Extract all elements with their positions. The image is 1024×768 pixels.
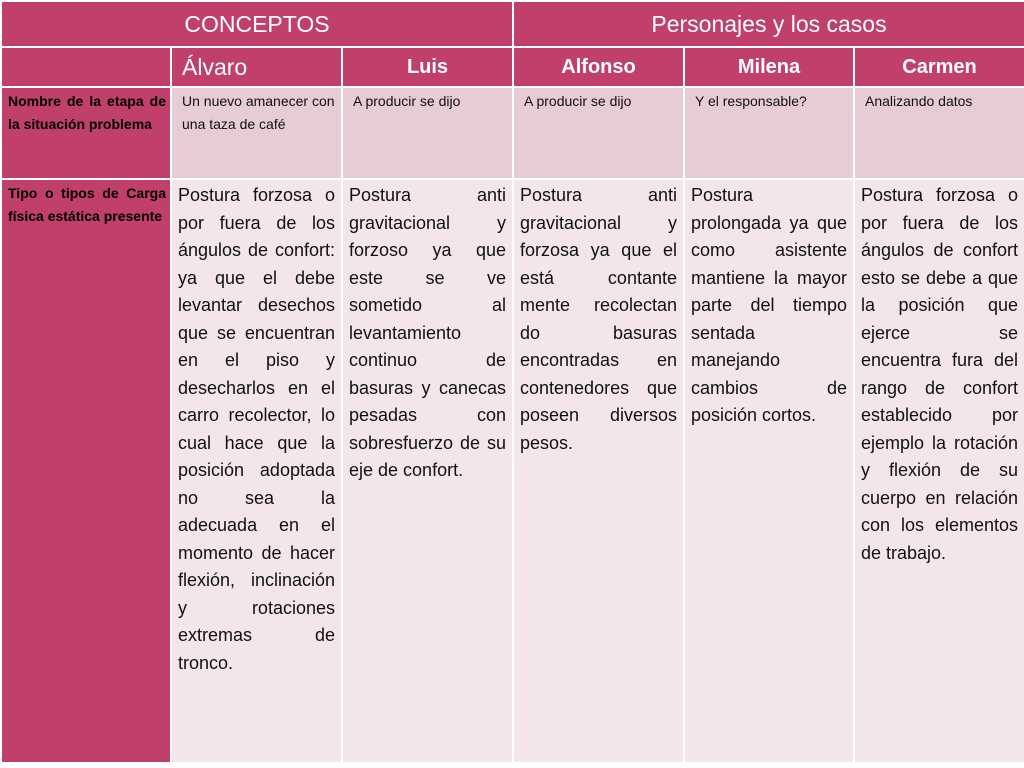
cell-luis-load: Postura anti gravitacional y forzoso ya que este se ve sometido al levantamiento continuo de basuras y canecas pesadas con sobresfuerzo de su eje de confort. [342,179,513,763]
cell-alfonso-load: Postura anti gravitacional y forzosa ya que el está contante mente recolectan do basuras encontradas en contenedores que poseen diversos pesos. [513,179,684,763]
cell-milena-load: Postura prolongada ya que como asistente mantiene la mayor parte del tiempo sentada manejando cambios de posición cortos. [684,179,854,763]
cell-alvaro-stage: Un nuevo amanecer con una taza de café [171,87,342,179]
cell-luis-stage: A producir se dijo [342,87,513,179]
character-carmen: Carmen [854,47,1024,87]
cell-milena-stage: Y el responsable? [684,87,854,179]
character-alvaro: Álvaro [171,47,342,87]
header-conceptos: CONCEPTOS [1,1,513,47]
cell-carmen-stage: Analizando datos [854,87,1024,179]
header-row-top [1,1,1024,47]
cell-carmen-load: Postura forzosa o por fuera de los ángulos de confort esto se debe a que la posición que ejerce se encuentra fura del rango de confort establecido por ejemplo la rotación y flexión de su cuerpo en relación con los elementos de trabajo. [854,179,1024,763]
table-row-stage-name [1,87,1024,179]
character-luis: Luis [342,47,513,87]
header-row-characters [1,47,1024,87]
cell-alfonso-stage: A producir se dijo [513,87,684,179]
header-personajes: Personajes y los casos [513,1,1024,47]
character-alfonso: Alfonso [513,47,684,87]
header-empty-cell [1,47,171,87]
table-row-load-type [1,179,1024,763]
character-milena: Milena [684,47,854,87]
cell-alvaro-load: Postura forzosa o por fuera de los ángulos de confort: ya que el debe levantar desechos que se encuentran en el piso y desecharlos en el carro recolector, lo cual hace que la posición adoptada no sea la adecuada en el momento de hacer flexión, inclinación y rotaciones extremas de tronco. [171,179,342,763]
row-label-load-type: Tipo o tipos de Carga física estática presente [1,179,171,763]
row-label-stage-name: Nombre de la etapa de la situación problema [1,87,171,179]
